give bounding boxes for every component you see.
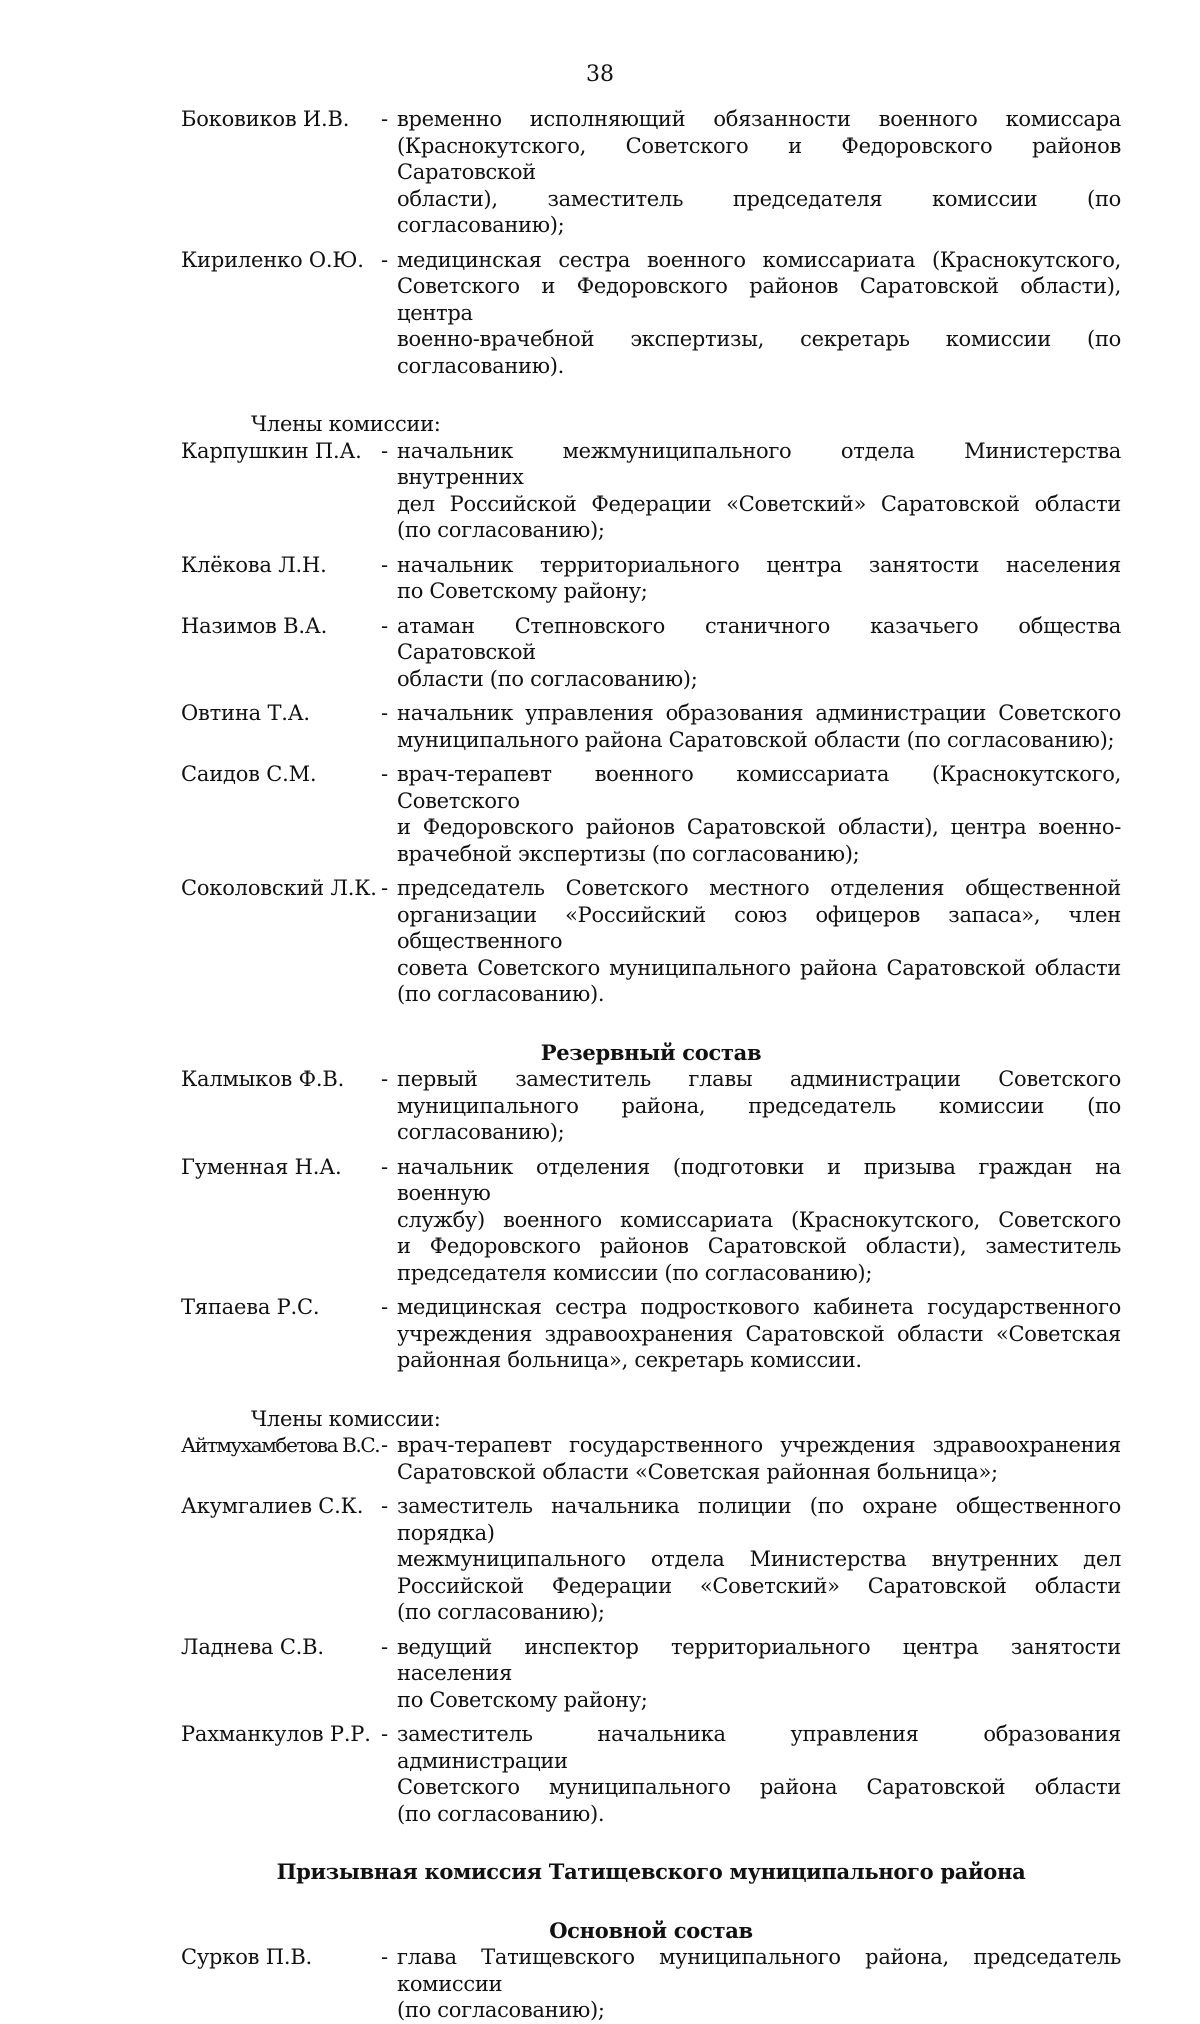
document-body [181,106,1121,2024]
description-line: медицинская сестра военного комиссариата (Краснокутского, [397,247,1121,272]
description-line: атаман Степновского станичного казачьего общества Саратовской [397,613,1121,664]
description-line: ведущий инспектор территориального центра занятости населения [397,1634,1121,1685]
description-line: (по согласованию). [397,1801,605,1826]
person-entry [181,552,1121,605]
description-line: учреждения здравоохранения Саратовской области «Советская [397,1321,1121,1346]
person-name: Рахманкулов Р.Р. [181,1722,371,1746]
dash-separator: - [381,762,389,786]
description-line: (по согласованию); [397,1998,605,2022]
members-label-1: Члены комиссии: [251,412,441,436]
person-name: Кириленко О.Ю. [181,247,364,272]
person-entry [181,438,1121,544]
person-entry [181,613,1121,693]
position-description [397,613,1121,693]
person-name: Клёкова Л.Н. [181,552,327,577]
description-line: муниципального района Саратовской области (по согласованию); [397,727,1115,752]
person-entry [181,1944,1121,2024]
position-description [397,1066,1121,1146]
person-entry [181,106,1121,239]
description-line: по Советскому району; [397,579,648,603]
person-entry [181,1721,1121,1827]
person-name: Акумгалиев С.К. [181,1494,364,1518]
dash-separator: - [381,613,389,638]
block-1 [181,106,1121,379]
description-line: военно-врачебной экспертизы, секретарь комиссии (по согласованию). [397,327,1121,378]
dash-separator: - [381,1722,389,1746]
description-line: врач-терапевт военного комиссариата (Краснокутского, Советского [397,762,1121,813]
heading-commission: Призывная комиссия Татищевского муниципального района [276,1859,1026,1884]
heading-reserve: Резервный состав [540,1039,762,1065]
person-name: Боковиков И.В. [181,107,350,131]
block-2 [181,438,1121,1008]
position-description [397,700,1121,753]
description-line: первый заместитель главы администрации Советского [397,1067,1121,1091]
dash-separator: - [381,1945,389,1969]
dash-separator: - [381,1067,389,1091]
description-line: начальник межмуниципального отдела Министерства внутренних [397,438,1121,489]
person-name: Саидов С.М. [181,762,317,786]
person-name: Айтмухамбетова В.С. [181,1433,380,1457]
dash-separator: - [381,438,389,463]
page-number: 38 [586,62,614,87]
description-line: районная больница», секретарь комиссии. [397,1348,862,1372]
dash-separator: - [381,701,389,725]
dash-separator: - [381,107,389,131]
description-line: начальник отделения (подготовки и призыва граждан на военную [397,1154,1121,1205]
person-name: Овтина Т.А. [181,701,310,725]
position-description [397,438,1121,544]
description-line: (по согласованию); [397,1600,605,1624]
person-entry [181,1154,1121,1287]
heading-main: Основной состав [549,1917,753,1943]
person-name: Гуменная Н.А. [181,1154,342,1179]
description-line: медицинская сестра подросткового кабинета государственного [397,1295,1121,1319]
description-line: (по согласованию). [397,982,605,1006]
description-line: Советского и Федоровского районов Саратовской области), центра [397,274,1121,325]
position-description [397,1432,1121,1485]
person-name: Сурков П.В. [181,1945,313,1969]
position-description [397,761,1121,867]
person-entry [181,1493,1121,1626]
description-line: врачебной экспертизы (по согласованию); [397,841,860,866]
person-name: Тяпаева Р.С. [181,1295,320,1319]
position-description [397,552,1121,605]
description-line: области), заместитель председателя комиссии (по согласованию); [397,186,1121,237]
dash-separator: - [381,876,389,900]
position-description [397,1294,1121,1374]
person-name: Калмыков Ф.В. [181,1067,345,1091]
block-5 [181,1944,1121,2024]
person-entry [181,700,1121,753]
dash-separator: - [381,1494,389,1518]
position-description [397,1493,1121,1626]
block-4 [181,1432,1121,1827]
description-line: врач-терапевт государственного учреждения здравоохранения [397,1433,1121,1457]
dash-separator: - [381,1634,389,1659]
dash-separator: - [381,552,389,577]
description-line: (по согласованию); [397,518,605,542]
person-name: Назимов В.А. [181,613,328,638]
person-name: Ладнева С.В. [181,1634,324,1659]
person-entry [181,1294,1121,1374]
position-description [397,106,1121,239]
person-entry [181,1634,1121,1714]
dash-separator: - [381,1295,389,1319]
description-line: Российской Федерации «Советский» Саратовской области [397,1573,1121,1598]
description-line: глава Татищевского муниципального района, председатель комиссии [397,1945,1121,1996]
members-label-2: Члены комиссии: [251,1406,441,1431]
description-line: Советского муниципального района Саратовской области [397,1775,1121,1799]
description-line: муниципального района, председатель комиссии (по согласованию); [397,1093,1121,1144]
description-line: службу) военного комиссариата (Краснокутского, Советского [397,1207,1121,1232]
description-line: (Краснокутского, Советского и Федоровского районов Саратовской [397,133,1121,184]
dash-separator: - [381,1433,389,1457]
description-line: и Федоровского районов Саратовской области), заместитель [397,1234,1121,1258]
person-entry [181,761,1121,867]
block-3 [181,1066,1121,1374]
description-line: совета Советского муниципального района Саратовской области [397,955,1121,980]
position-description [397,247,1121,380]
position-description [397,875,1121,1008]
dash-separator: - [381,247,389,272]
description-line: начальник территориального центра занятости населения [397,552,1121,577]
person-name: Карпушкин П.А. [181,438,362,463]
position-description [397,1154,1121,1287]
person-name: Соколовский Л.К. [181,876,377,900]
description-line: временно исполняющий обязанности военного комиссара [397,107,1121,131]
position-description [397,1634,1121,1714]
description-line: заместитель начальника управления образования администрации [397,1722,1121,1773]
person-entry [181,1432,1121,1485]
person-entry [181,247,1121,380]
position-description [397,1721,1121,1827]
position-description [397,1944,1121,2024]
person-entry [181,875,1121,1008]
description-line: начальник управления образования администрации Советского [397,701,1121,725]
dash-separator: - [381,1154,389,1179]
description-line: межмуниципального отдела Министерства внутренних дел [397,1547,1121,1571]
description-line: председатель Советского местного отделения общественной [397,876,1121,900]
person-entry [181,1066,1121,1146]
description-line: организации «Российский союз офицеров запаса», член общественного [397,902,1121,953]
description-line: области (по согласованию); [397,666,698,691]
description-line: и Федоровского районов Саратовской области), центра военно- [397,815,1121,839]
description-line: по Советскому району; [397,1687,648,1712]
description-line: заместитель начальника полиции (по охране общественного порядка) [397,1494,1121,1545]
description-line: Саратовской области «Советская районная больница»; [397,1459,998,1484]
description-line: дел Российской Федерации «Советский» Саратовской области [397,491,1121,516]
description-line: председателя комиссии (по согласованию); [397,1260,873,1285]
